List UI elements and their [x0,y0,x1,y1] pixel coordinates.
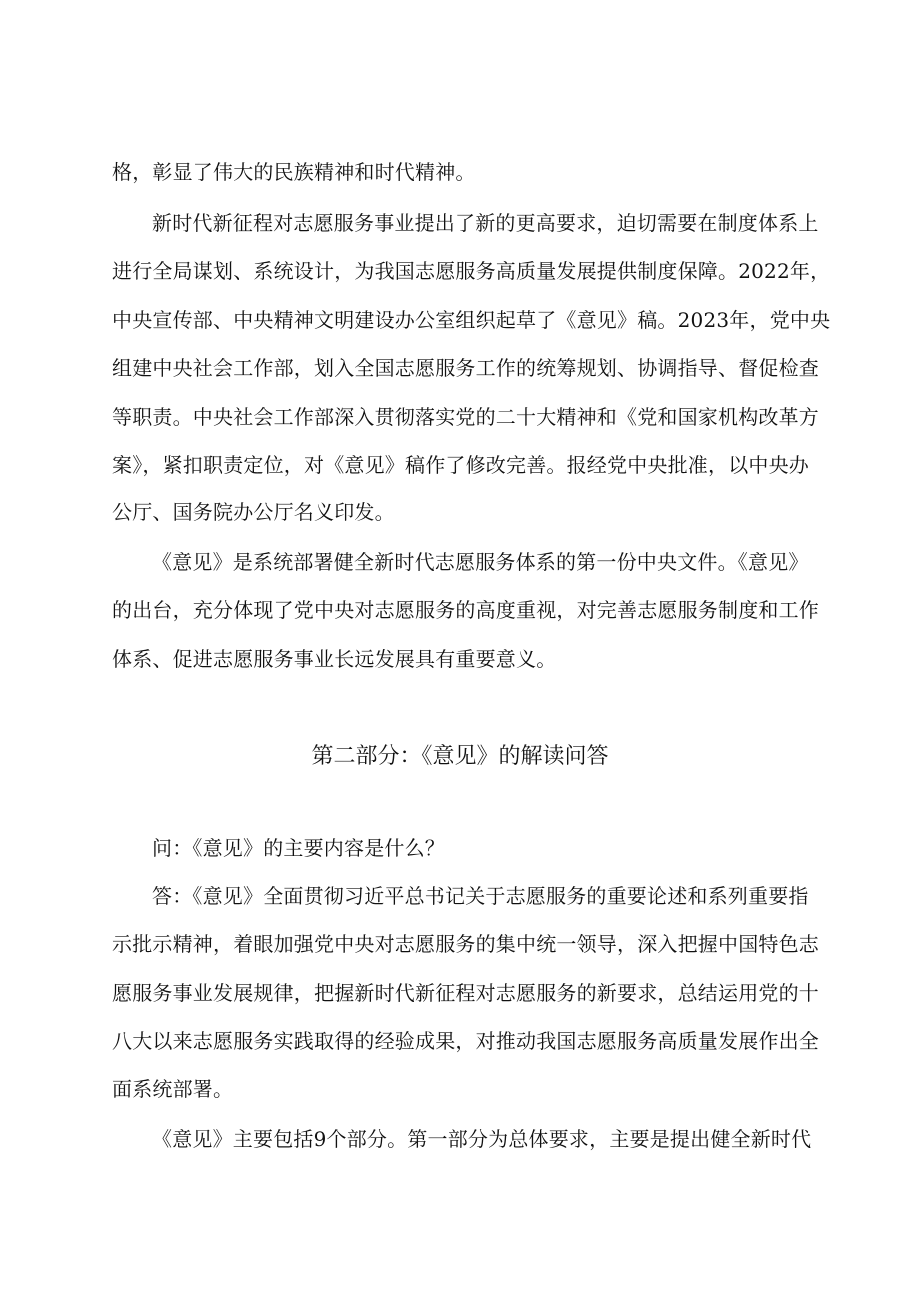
answer-line: 示批示精神，着眼加强党中央对志愿服务的集中统一领导，深入把握中国特色志 [112,932,819,956]
paragraph-line: 公厅、国务院办公厅名义印发。 [112,500,395,524]
answer-line: 面系统部署。 [112,1077,234,1101]
paragraph-line: 组建中央社会工作部，划入全国志愿服务工作的统筹规划、协调指导、督促检查 [112,356,819,380]
paragraph-line: 等职责。中央社会工作部深入贯彻落实党的二十大精神和《党和国家机构改革方 [112,405,819,429]
paragraph-line: 案》，紧扣职责定位，对《意见》稿作了修改完善。报经党中央批准，以中央办 [112,453,809,477]
followup-paragraph-line: 《意见》主要包括9个部分。第一部分为总体要求，主要是提出健全新时代 [152,1127,812,1151]
answer-line: 八大以来志愿服务实践取得的经验成果，对推动我国志愿服务高质量发展作出全 [112,1029,819,1053]
paragraph-line: 的出台，充分体现了党中央对志愿服务的高度重视，对完善志愿服务制度和工作 [112,598,819,622]
question-line: 问：《意见》的主要内容是什么？ [152,836,445,860]
section-heading: 第二部分：《意见》的解读问答 [311,744,609,769]
paragraph-line: 进行全局谋划、系统设计，为我国志愿服务高质量发展提供制度保障。2022年， [112,259,831,283]
answer-line: 答：《意见》全面贯彻习近平总书记关于志愿服务的重要论述和系列重要指 [152,884,809,908]
paragraph-line: 中央宣传部、中央精神文明建设办公室组织起草了《意见》稿。2023年，党中央 [112,308,831,332]
paragraph-line: 新时代新征程对志愿服务事业提出了新的更高要求，迫切需要在制度体系上 [152,211,819,235]
paragraph-line: 《意见》是系统部署健全新时代志愿服务体系的第一份中央文件。《意见》 [152,550,809,574]
answer-line: 愿服务事业发展规律，把握新时代新征程对志愿服务的新要求，总结运用党的十 [112,981,819,1005]
paragraph-continuation-line: 格，彰显了伟大的民族精神和时代精神。 [112,160,476,184]
paragraph-line: 体系、促进志愿服务事业长远发展具有重要意义。 [112,647,557,671]
